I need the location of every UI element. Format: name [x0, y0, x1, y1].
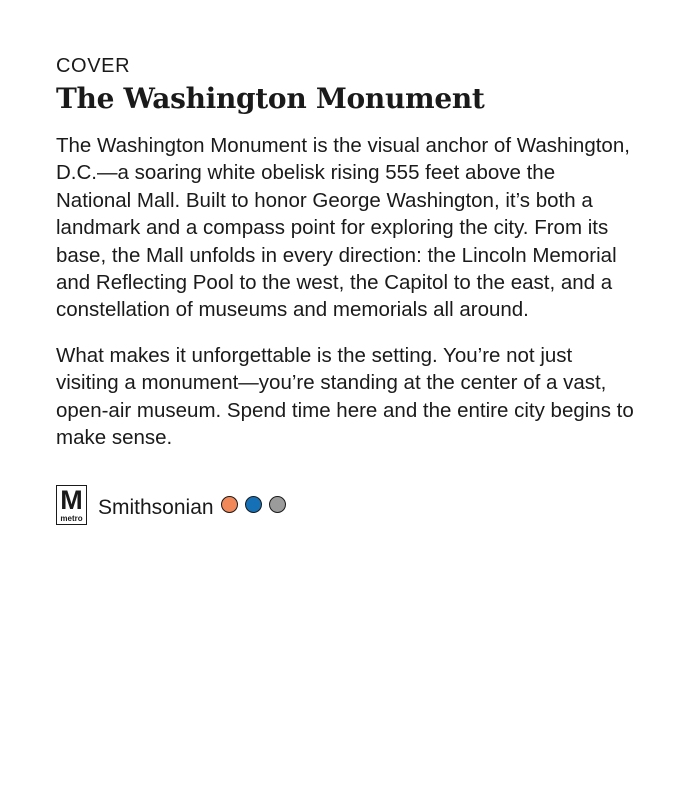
page-title: The Washington Monument — [56, 82, 485, 115]
metro-logo-icon — [56, 485, 87, 525]
metro-logo-word: metro — [60, 514, 83, 524]
page — [56, 54, 636, 525]
body-paragraph-1: The Washington Monument is the visual anchor of Washington, D.C.—a soaring white obelisk rising 555 feet above the National Mall. Built to honor George Washington, it’s both a landmark and a compass point for exploring the city. From its base, the Mall unfolds in every direction: the Lincoln Memorial and Reflecting Pool to the west, the Capitol to the east, and a constellation of museums and memorials all around. — [56, 134, 630, 322]
metro-lines — [221, 496, 293, 513]
blue-line-dot — [245, 496, 262, 513]
orange-line-dot — [221, 496, 238, 513]
section-eyebrow: COVER — [56, 55, 131, 77]
body-paragraph-2: What makes it unforgettable is the setting. You’re not just visiting a monument—you’re standing at the center of a vast, open-air museum. Spend time here and the entire city begins to make sense. — [56, 343, 634, 450]
metro-logo-letter: M — [60, 485, 83, 516]
station-name: Smithsonian — [98, 496, 214, 520]
silver-line-dot — [269, 496, 286, 513]
metro-station-info — [56, 485, 636, 525]
